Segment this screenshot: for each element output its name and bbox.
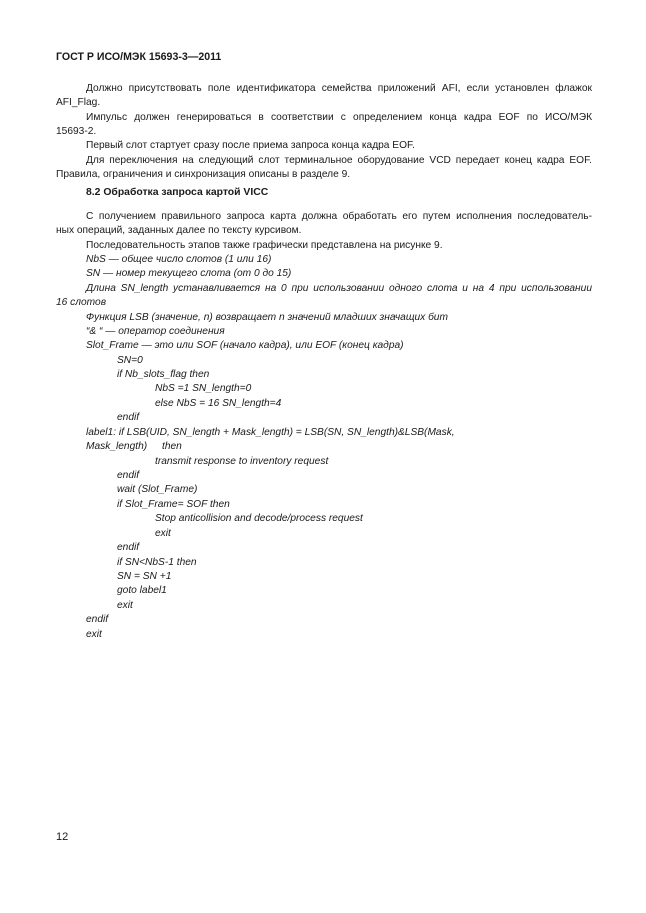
paragraph-switch-line1: Для переключения на следующий слот терминальное оборудование VCD передает конец кадра EOF. bbox=[86, 155, 592, 166]
code-line: if Slot_Frame= SOF then bbox=[117, 499, 230, 510]
code-line: SN = SN +1 bbox=[117, 571, 172, 582]
definition-lsb: Функция LSB (значение, n) возвращает n значений младших значащих бит bbox=[86, 312, 448, 323]
code-line: endif bbox=[86, 614, 109, 625]
definition-sn: SN — номер текущего слота (от 0 до 15) bbox=[86, 268, 292, 279]
definition-nbs: NbS — общее число слотов (1 или 16) bbox=[86, 254, 272, 265]
definition-concat: “& “ — оператор соединения bbox=[86, 326, 225, 337]
code-line: if SN<NbS-1 then bbox=[117, 557, 197, 568]
definition-slot-frame: Slot_Frame — это или SOF (начало кадра), или EOF (конец кадра) bbox=[86, 340, 404, 351]
definition-snlength-line2: 16 слотов bbox=[56, 297, 107, 308]
code-line: exit bbox=[117, 600, 133, 611]
code-line: Mask_length) bbox=[86, 441, 148, 452]
code-line: SN=0 bbox=[117, 355, 143, 366]
code-line: NbS =1 SN_length=0 bbox=[155, 383, 252, 394]
paragraph-pulse-line1: Импульс должен генерироваться в соответствии с определением конца кадра EOF по ИСО/МЭК bbox=[86, 112, 592, 123]
paragraph-afi-line2: AFI_Flag. bbox=[56, 97, 101, 108]
section-title: 8.2 Обработка запроса картой VICC bbox=[86, 187, 269, 198]
code-line: then bbox=[162, 441, 182, 452]
paragraph-first-slot: Первый слот стартует сразу после приема запроса конца кадра EOF. bbox=[86, 140, 415, 151]
code-line: exit bbox=[155, 528, 171, 539]
code-line: if Nb_slots_flag then bbox=[117, 369, 210, 380]
code-line: exit bbox=[86, 629, 102, 640]
standard-header: ГОСТ Р ИСО/МЭК 15693-3—2011 bbox=[56, 51, 222, 63]
code-line: endif bbox=[117, 542, 140, 553]
page-number: 12 bbox=[56, 831, 69, 843]
code-line: endif bbox=[117, 470, 140, 481]
code-line: else NbS = 16 SN_length=4 bbox=[155, 398, 282, 409]
code-line: label1: if LSB(UID, SN_length + Mask_length) = LSB(SN, SN_length)&LSB(Mask, bbox=[86, 427, 455, 438]
paragraph-pulse-line2: 15693-2. bbox=[56, 126, 97, 137]
paragraph-afi-line1: Должно присутствовать поле идентификатора семейства приложений AFI, если установлен флажок bbox=[86, 83, 592, 94]
paragraph-sequence: Последовательность этапов также графически представлена на рисунке 9. bbox=[86, 240, 443, 251]
paragraph-switch-line2: Правила, ограничения и синхронизация описаны в разделе 9. bbox=[56, 169, 351, 180]
code-line: endif bbox=[117, 412, 140, 423]
definition-snlength-line1: Длина SN_length устанавливается на 0 при использовании одного слота и на 4 при использовании bbox=[86, 283, 592, 294]
code-line: transmit response to inventory request bbox=[155, 456, 329, 467]
paragraph-processing-line2: ных операций, заданных далее по тексту курсивом. bbox=[56, 225, 302, 236]
code-line: goto label1 bbox=[117, 585, 167, 596]
paragraph-processing-line1: С получением правильного запроса карта должна обработать его путем исполнения последователь- bbox=[86, 211, 592, 222]
code-line: wait (Slot_Frame) bbox=[117, 484, 198, 495]
code-line: Stop anticollision and decode/process request bbox=[155, 513, 363, 524]
